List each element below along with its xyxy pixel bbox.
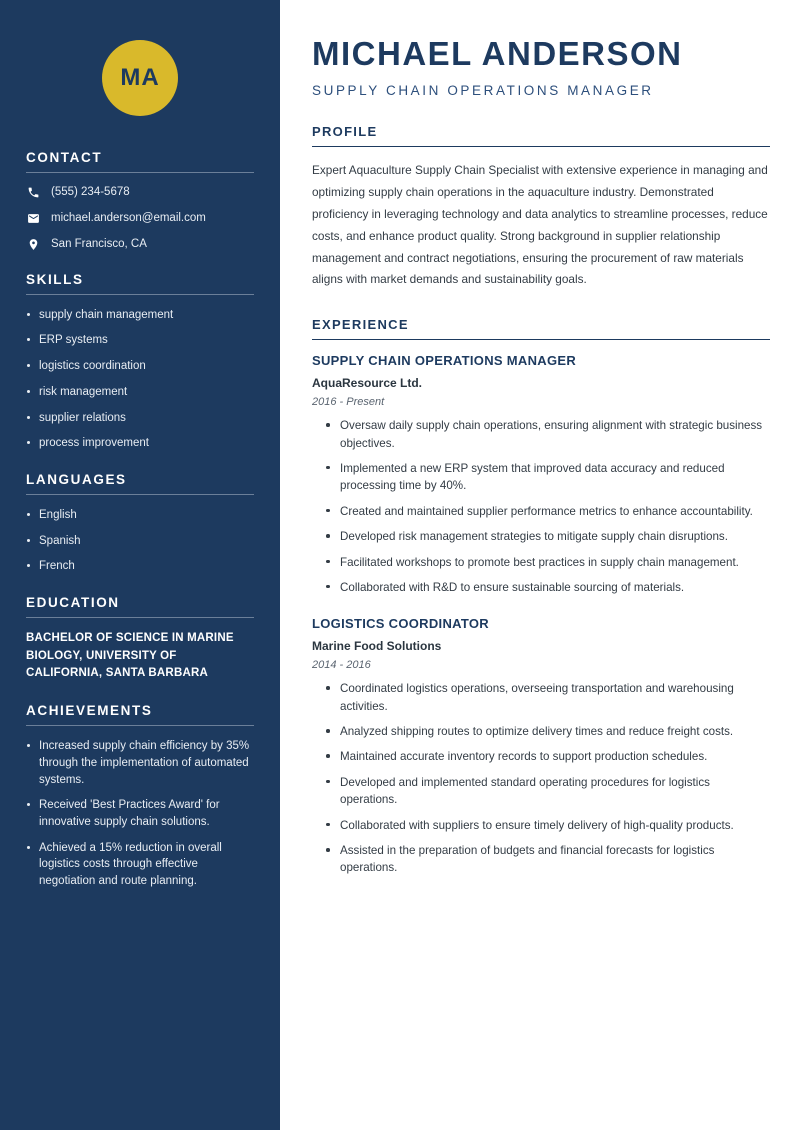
headline-job-title: SUPPLY CHAIN OPERATIONS MANAGER xyxy=(312,83,654,99)
list-item: supplier relations xyxy=(26,410,254,427)
list-item: Collaborated with R&D to ensure sustainable sourcing of materials. xyxy=(326,579,770,596)
list-item: Implemented a new ERP system that improved data accuracy and reduced processing time by 40%. xyxy=(326,460,770,495)
list-item: Created and maintained supplier performance metrics to enhance accountability. xyxy=(326,503,770,520)
job-company: Marine Food Solutions xyxy=(312,639,442,654)
languages-heading: LANGUAGES xyxy=(26,472,254,495)
contact-email-value: michael.anderson@email.com xyxy=(51,211,206,224)
languages-list xyxy=(26,507,254,575)
sidebar-section-achievements xyxy=(0,703,280,889)
education-heading: EDUCATION xyxy=(26,595,254,618)
list-item: Collaborated with suppliers to ensure timely delivery of high-quality products. xyxy=(326,817,770,834)
achievements-heading: ACHIEVEMENTS xyxy=(26,703,254,726)
avatar: MA xyxy=(102,40,178,116)
contact-location xyxy=(26,237,254,252)
main-content xyxy=(280,0,800,1130)
profile-heading: PROFILE xyxy=(312,124,770,147)
list-item: Maintained accurate inventory records to support production schedules. xyxy=(326,748,770,765)
job-dates: 2016 - Present xyxy=(312,396,385,409)
skills-heading: SKILLS xyxy=(26,272,254,295)
skills-list xyxy=(26,307,254,452)
section-profile xyxy=(312,124,770,291)
location-pin-icon xyxy=(26,237,40,251)
contact-heading: CONTACT xyxy=(26,150,254,173)
email-icon xyxy=(26,211,40,225)
phone-icon xyxy=(26,185,40,199)
list-item: Developed and implemented standard operating procedures for logistics operations. xyxy=(326,774,770,809)
list-item: English xyxy=(26,507,254,524)
contact-location-value: San Francisco, CA xyxy=(51,237,147,250)
job-bullets xyxy=(312,680,770,877)
sidebar-section-languages xyxy=(0,472,280,575)
profile-text: Expert Aquaculture Supply Chain Specialist with extensive experience in managing and optimizing supply chain operations in the aquaculture industry. Demonstrated proficiency in leveraging technology and data analytics to streamline processes, reduce costs, and enhance product quality. Strong background in supplier relationship management and contract negotiations, ensuring the procurement of raw materials aligns with market demands and sustainability goals. xyxy=(312,163,768,287)
sidebar xyxy=(0,0,280,1130)
job-company: AquaResource Ltd. xyxy=(312,376,423,391)
page-title: MICHAEL ANDERSON xyxy=(312,35,683,72)
list-item: supply chain management xyxy=(26,307,254,324)
avatar-wrap xyxy=(0,0,280,150)
sidebar-section-education xyxy=(0,595,280,683)
list-item: risk management xyxy=(26,384,254,401)
list-item: Assisted in the preparation of budgets and financial forecasts for logistics operations. xyxy=(326,842,770,877)
job-bullets xyxy=(312,417,770,596)
sidebar-section-skills xyxy=(0,272,280,452)
job-role: LOGISTICS COORDINATOR xyxy=(312,616,489,632)
list-item: Increased supply chain efficiency by 35% through the implementation of automated systems. xyxy=(26,738,254,788)
contact-phone xyxy=(26,185,254,200)
education-item: BACHELOR OF SCIENCE IN MARINE BIOLOGY, UNIVERSITY OF CALIFORNIA, SANTA BARBARA xyxy=(26,631,234,680)
sidebar-section-contact xyxy=(0,150,280,252)
list-item: process improvement xyxy=(26,435,254,452)
contact-email xyxy=(26,211,254,226)
list-item: French xyxy=(26,558,254,575)
experience-heading: EXPERIENCE xyxy=(312,317,770,340)
achievements-list xyxy=(26,738,254,889)
list-item: Oversaw daily supply chain operations, ensuring alignment with strategic business objectives. xyxy=(326,417,770,452)
list-item: Facilitated workshops to promote best practices in supply chain management. xyxy=(326,554,770,571)
list-item: Developed risk management strategies to mitigate supply chain disruptions. xyxy=(326,528,770,545)
list-item: Coordinated logistics operations, overseeing transportation and warehousing activities. xyxy=(326,680,770,715)
list-item: Spanish xyxy=(26,533,254,550)
list-item: Analyzed shipping routes to optimize delivery times and reduce freight costs. xyxy=(326,723,770,740)
section-experience xyxy=(312,317,770,877)
experience-job-2 xyxy=(312,616,770,877)
experience-job-1 xyxy=(312,353,770,596)
list-item: Achieved a 15% reduction in overall logistics costs through effective negotiation and route planning. xyxy=(26,840,254,890)
list-item: logistics coordination xyxy=(26,358,254,375)
job-dates: 2014 - 2016 xyxy=(312,659,371,672)
list-item: Received 'Best Practices Award' for innovative supply chain solutions. xyxy=(26,797,254,830)
job-role: SUPPLY CHAIN OPERATIONS MANAGER xyxy=(312,353,577,369)
list-item: ERP systems xyxy=(26,332,254,349)
contact-phone-value: (555) 234-5678 xyxy=(51,186,130,198)
